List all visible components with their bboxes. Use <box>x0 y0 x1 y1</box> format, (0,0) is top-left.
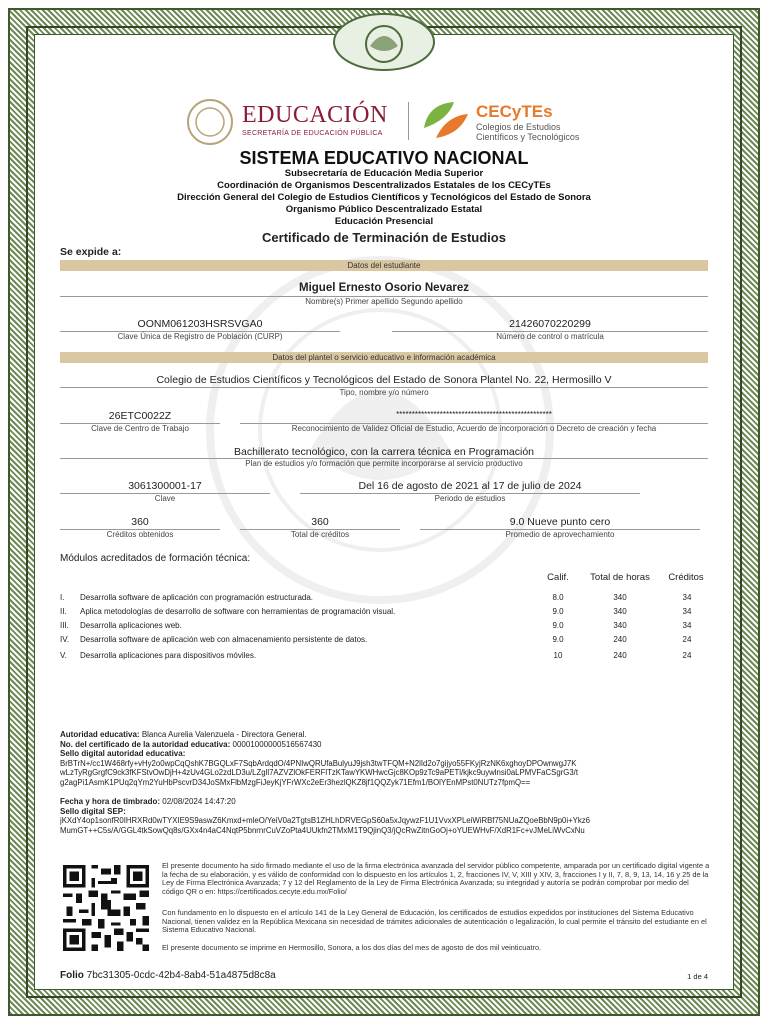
module-row <box>60 621 710 632</box>
authority-value: Blanca Aurelia Valenzuela - Directora General. <box>141 730 307 739</box>
header-line-3: Dirección General del Colegio de Estudios Científicos y Tecnológicos del Estado de Sonora <box>177 192 591 203</box>
period-value: Del 16 de agosto de 2021 al 17 de julio de 2024 <box>358 480 582 492</box>
grade-header: Calif. <box>547 572 569 583</box>
cct-value: 26ETC0022Z <box>108 410 172 422</box>
school-name: Colegio de Estudios Científicos y Tecnológicos del Estado de Sonora Plantel No. 22, Hermosillo V <box>156 374 612 386</box>
legal-paragraph-3: El presente documento se imprime en Hermosillo, Sonora, a los dos días del mes de agosto de dos mil veinticuatro. <box>162 943 542 952</box>
module-credits: 24 <box>682 651 692 660</box>
folio-label: Folio <box>60 970 84 981</box>
module-row <box>60 607 710 618</box>
header-line-1: Subsecretaría de Educación Media Superior <box>284 168 484 179</box>
certificate-title: Certificado de Terminación de Estudios <box>262 230 506 245</box>
module-name: Desarrolla software de aplicación con programación estructurada. <box>80 593 314 602</box>
education-logo-text: EDUCACIÓN <box>242 102 388 128</box>
legal-paragraph-2: Con fundamento en lo dispuesto en el artículo 141 de la Ley General de Educación, los certificados de estudios expedidos por instituciones del Sistema Educativo Nacional, tienen validez en la República Mexicana sin necesidad de trámites adicionales de autenticación o legalización, lo cual permite el tránsito del estudiante en el Sistema Educativo Nacional. <box>162 908 707 935</box>
module-grade: 9.0 <box>552 635 564 644</box>
cecytes-logo-sub <box>476 122 579 142</box>
period-label: Periodo de estudios <box>434 494 506 503</box>
stamp-date-value: 02/08/2024 14:47:20 <box>162 797 236 806</box>
stamp-date-line <box>60 797 710 807</box>
issued-to-label: Se expide a: <box>60 246 122 258</box>
student-name: Miguel Ernesto Osorio Nevarez <box>299 282 469 294</box>
folio-line <box>60 970 276 981</box>
module-credits: 34 <box>682 621 692 630</box>
curp-value: OONM061203HSRSVGA0 <box>137 318 263 330</box>
plan-value: Bachillerato tecnológico, con la carrera técnica en Programación <box>234 446 534 458</box>
module-num: I. <box>60 593 65 602</box>
module-row <box>60 635 710 646</box>
cecytes-logo-text: CECyTEs <box>476 102 553 121</box>
sep-seal-line-1: jKXdY4op1sonfR0IHRXRd0wTYXIE9S9aswZ6Kmxd+mleO/YeiV0a2TgtsB1ZHLhDRVEGpS60a5xJqywzF1U1VvxXPLeiWiRBf75NUaZQoeBbN9p0i+Ykz6 <box>60 816 591 825</box>
stamp-date-label: Fecha y hora de timbrado: <box>60 797 161 806</box>
module-credits: 24 <box>682 635 692 644</box>
sep-seal-icon <box>186 98 234 146</box>
average-value: 9.0 Nueve punto cero <box>509 516 611 528</box>
page-number: 1 de 4 <box>687 972 708 981</box>
average-label: Promedio de aprovechamiento <box>505 530 615 539</box>
folio-value: 7bc31305-0cdc-42b4-8ab4-51a4875d8c8a <box>86 970 276 981</box>
module-grade: 10 <box>553 651 563 660</box>
credits-total: 360 <box>311 516 329 528</box>
header-logos <box>186 96 606 152</box>
cert-number-label: No. del certificado de la autoridad educativa: <box>60 739 231 749</box>
authority-block <box>60 730 710 835</box>
control-number: 21426070220299 <box>509 318 591 330</box>
authority-line <box>60 730 710 740</box>
seal-line-3: g2agPi1AsmK1PUq2qYm2YuHbPscvrD34JoSMxFlbMzgFiJeyKjYFrWXc2eEr3hezlQKZ8jf1QQZyk71Efm1/BOlYEnMPst0NUTz7fpmQ== <box>60 777 531 787</box>
plan-label: Plan de estudios y/o formación que permite incorporarse al servicio productivo <box>245 459 523 468</box>
cct-label: Clave de Centro de Trabajo <box>91 424 189 433</box>
system-title: SISTEMA EDUCATIVO NACIONAL <box>239 148 529 168</box>
module-credits: 34 <box>682 593 692 602</box>
school-name-label: Tipo, nombre y/o número <box>339 388 429 397</box>
module-num: III. <box>60 621 69 630</box>
rvoe-value: ************************************************** <box>396 410 552 419</box>
sep-seal-line-2: MumGT++C5s/A/GGL4tkSowQq8s/GXx4n4aC4NqtP5bnrnrCuVZoPta4UUkfn2TMxM1T9QjinQ3/jQcRwZitnGoOj+oYUEWHvF/XdR1Fc+vJMeLiWvCxNu <box>60 825 585 835</box>
credits-obtained-label: Créditos obtenidos <box>106 530 174 539</box>
module-grade: 9.0 <box>552 607 564 616</box>
module-hours: 340 <box>613 621 627 630</box>
module-grade: 9.0 <box>552 621 564 630</box>
legal-paragraph-1: El presente documento ha sido firmado mediante el uso de la firma electrónica avanzada del servidor público competente, amparada por un certificado digital vigente a la fecha de su elaboración, y es válido de conformidad con lo dispuesto en los artículos 1, 2, fracciones IV, V, XIII y XIV, 3, fracciones I y II, 7, 8, 9, 13, 14, 16 y 25 de la Ley de Firma Electrónica Avanzada; 7 y 12 del Reglamento de la Ley de Firma Electrónica Avanzada; su integridad y autoría se podrán comprobar por medio del código QR o en: https://certificados.cecyte.edu.mx/Folio/ <box>162 861 710 896</box>
credits-total-label: Total de créditos <box>290 530 350 539</box>
sep-seal-label: Sello digital SEP: <box>60 806 126 816</box>
seal-line-2: wLzTyRgGrgfC9ck3fKFStvOwDjH+4zUv4GLo2zdLD3u/LZgll7AZVZlOkFERFlTzKTawYKWHwcGjc8KOp9zTc9aPETl/kjkc9uywlnsi0aLPMVFaCSgrG3/t <box>60 768 578 777</box>
school-band: Datos del plantel o servicio educativo e información académica <box>60 352 708 363</box>
module-name: Desarrolla software de aplicación web con almacenamiento persistente de datos. <box>80 635 368 644</box>
credits-obtained: 360 <box>131 516 149 528</box>
module-name: Desarrolla aplicaciones para dispositivos móviles. <box>80 651 257 660</box>
seal-label: Sello digital autoridad educativa: <box>60 749 186 758</box>
student-name-label: Nombre(s) Primer apellido Segundo apellido <box>305 297 463 306</box>
cecytes-sub-line2: Científicos y Tecnológicos <box>476 132 580 142</box>
module-hours: 240 <box>613 635 627 644</box>
credits-header: Créditos <box>668 572 704 583</box>
module-row <box>60 593 710 604</box>
module-num: II. <box>60 607 67 616</box>
authority-label: Autoridad educativa: <box>60 730 140 739</box>
modules-title: Módulos acreditados de formación técnica: <box>60 553 251 564</box>
header-line-4: Organismo Público Descentralizado Estatal <box>285 204 483 215</box>
control-label: Número de control o matrícula <box>496 332 604 341</box>
header-line-5: Educación Presencial <box>334 216 434 227</box>
module-row <box>60 651 710 662</box>
module-hours: 340 <box>613 593 627 602</box>
cert-number-line <box>60 740 710 750</box>
national-seal-icon <box>330 12 438 72</box>
key-label: Clave <box>154 494 176 503</box>
logo-divider <box>408 102 409 140</box>
seal-line-1: BrBTrN+/cc1W468rfy+vHy2o0wpCqQshK7BGQLxF7SqbArdqdO/4PNIwQRUfaBulyuJ9jsh3twTFQM+N2lId2o7gijyo55FKyjRzNK6xghoyDPOwnwgJ7K <box>60 758 577 768</box>
module-name: Aplica metodologías de desarrollo de software con herramientas de programación visual. <box>80 607 396 616</box>
module-num: V. <box>60 651 67 660</box>
key-value: 3061300001-17 <box>128 480 202 492</box>
curp-label: Clave Única de Registro de Población (CURP) <box>117 332 283 341</box>
rvoe-label: Reconocimiento de Validez Oficial de Estudio, Acuerdo de incorporación o Decreto de creación y fecha <box>291 424 657 433</box>
header-line-2: Coordinación de Organismos Descentralizados Estatales de los CECyTEs <box>217 180 551 191</box>
hours-header: Total de horas <box>590 572 650 583</box>
module-hours: 240 <box>613 651 627 660</box>
cert-number-value: 00001000000516567430 <box>232 739 322 749</box>
module-grade: 8.0 <box>552 593 564 602</box>
module-num: IV. <box>60 635 70 644</box>
cecytes-leaf-icon <box>418 98 472 144</box>
student-band: Datos del estudiante <box>60 260 708 271</box>
module-hours: 340 <box>613 607 627 616</box>
module-name: Desarrolla aplicaciones web. <box>80 621 182 630</box>
cecytes-sub-line1: Colegios de Estudios <box>476 122 561 132</box>
education-logo-sub: SECRETARÍA DE EDUCACIÓN PÚBLICA <box>242 130 383 137</box>
module-credits: 34 <box>682 607 692 616</box>
qr-code-icon[interactable] <box>60 862 152 954</box>
